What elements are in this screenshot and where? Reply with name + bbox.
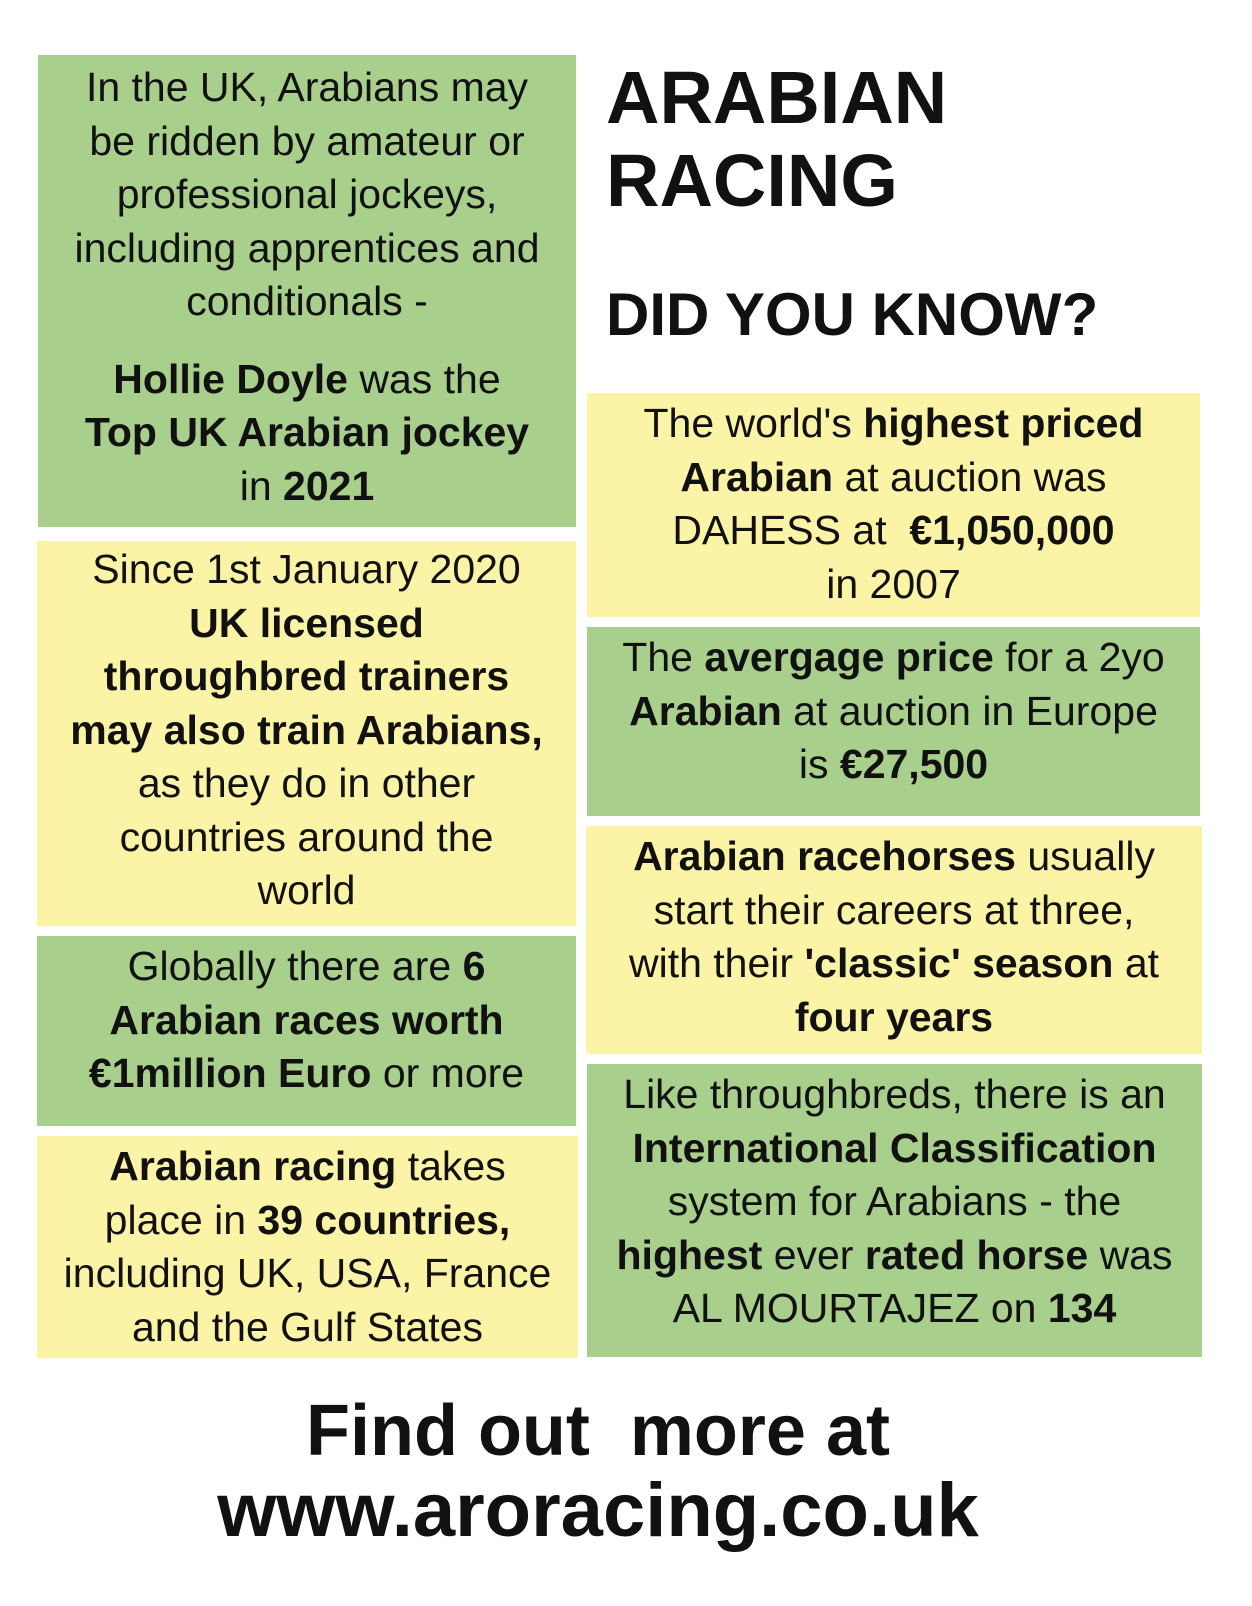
fact-card-average-price: [587, 627, 1200, 816]
fact-line: [629, 884, 1159, 938]
fact-text-bold: throughbred trainers: [103, 653, 510, 699]
fact-text: including UK, USA, France: [63, 1250, 552, 1296]
fact-line: [629, 937, 1159, 991]
fact-text: professional jockeys,: [116, 171, 498, 217]
fact-line: [617, 1122, 1173, 1176]
fact-line: [89, 994, 524, 1048]
fact-text: be ridden by amateur or: [89, 117, 525, 164]
fact-text: including apprentices and: [74, 224, 540, 271]
fact-line: [85, 406, 529, 460]
fact-line: [644, 504, 1144, 558]
fact-line: [89, 940, 524, 994]
fact-line: [70, 543, 542, 597]
fact-line: [89, 1047, 524, 1101]
fact-card-uk-jockeys: [38, 55, 576, 527]
fact-line: [617, 1229, 1173, 1283]
fact-text-bold: Arabian racehorses: [633, 833, 1016, 879]
fact-text-bold: highest priced: [863, 400, 1144, 446]
fact-line: [75, 222, 540, 276]
fact-line: [70, 597, 542, 651]
fact-text: at: [1113, 940, 1160, 986]
fact-text: as they do in other: [137, 760, 476, 806]
fact-text: world: [257, 867, 356, 913]
fact-text: was: [1088, 1231, 1173, 1278]
fact-line: [644, 558, 1144, 612]
fact-line: [617, 1068, 1173, 1122]
fact-paragraph: [70, 543, 542, 918]
fact-line: [64, 1301, 552, 1355]
fact-line: [75, 115, 540, 169]
footer-call-to-action: Find out more at: [306, 1391, 890, 1471]
fact-line: [85, 460, 529, 514]
fact-text: place in: [104, 1196, 258, 1243]
fact-text: Like throughbreds, there is an: [623, 1071, 1166, 1117]
fact-line: [75, 168, 540, 222]
fact-text: system for Arabians - the: [667, 1178, 1122, 1224]
fact-text-bold: 39 countries,: [257, 1196, 511, 1243]
fact-text: at auction in Europe: [781, 687, 1158, 734]
fact-text-bold: Arabian racing: [109, 1143, 397, 1189]
fact-paragraph: [64, 1140, 552, 1354]
fact-line: [70, 811, 542, 865]
fact-line: [64, 1194, 552, 1248]
fact-text: or more: [371, 1050, 525, 1096]
fact-card-career-start: [586, 826, 1202, 1054]
fact-card-highest-price: [587, 393, 1200, 617]
fact-paragraph: [89, 940, 524, 1101]
fact-line: [75, 61, 540, 115]
fact-line: [629, 830, 1159, 884]
fact-text: in: [239, 462, 284, 509]
fact-text-bold: 'classic' season: [804, 940, 1114, 986]
fact-text-bold: Top UK Arabian jockey: [84, 409, 530, 455]
fact-text-bold: €1million Euro: [88, 1050, 372, 1096]
fact-text: AL MOURTAJEZ on: [672, 1285, 1048, 1331]
fact-text-bold: rated horse: [864, 1231, 1089, 1278]
fact-line: [70, 757, 542, 811]
fact-text: Since 1st January 2020: [92, 546, 521, 592]
fact-text-bold: Arabian races worth: [109, 996, 504, 1043]
fact-card-racing-countries: [37, 1136, 578, 1358]
fact-text-bold: avergage price: [704, 634, 994, 680]
fact-text-bold: Hollie Doyle: [113, 355, 348, 402]
fact-text: in 2007: [826, 560, 961, 607]
fact-line: [622, 738, 1164, 792]
fact-text: Globally there are: [127, 943, 463, 989]
fact-text-bold: International Classification: [632, 1124, 1157, 1171]
fact-text: The world's: [643, 400, 864, 446]
fact-text: with their: [628, 940, 805, 986]
fact-card-million-euro-races: [37, 936, 576, 1126]
fact-text-bold: Arabian: [680, 453, 834, 500]
fact-card-classification: [587, 1064, 1202, 1357]
fact-paragraph: [644, 397, 1144, 611]
fact-text-bold: 2021: [283, 462, 375, 509]
fact-paragraph: [75, 61, 540, 329]
fact-line: [622, 685, 1164, 739]
fact-text: is: [798, 741, 840, 787]
fact-line: [70, 864, 542, 918]
fact-text: In the UK, Arabians may: [85, 64, 529, 110]
fact-paragraph: [617, 1068, 1173, 1336]
fact-text-bold: may also train Arabians,: [70, 706, 543, 753]
fact-line: [70, 650, 542, 704]
fact-line: [64, 1247, 552, 1301]
fact-line: [629, 991, 1159, 1045]
fact-text: conditionals -: [186, 278, 428, 324]
fact-text: start their careers at three,: [653, 886, 1135, 933]
fact-card-licensed-trainers: [37, 541, 576, 926]
fact-line: [75, 275, 540, 329]
fact-paragraph: [629, 830, 1159, 1044]
fact-text: was the: [347, 355, 501, 402]
fact-text: and the Gulf States: [131, 1303, 483, 1350]
fact-text: ever: [762, 1231, 865, 1278]
fact-text: takes: [396, 1143, 506, 1189]
footer-website-link[interactable]: www.aroracing.co.uk: [217, 1468, 979, 1553]
fact-text-bold: four years: [794, 993, 994, 1040]
fact-text-bold: Arabian: [629, 687, 782, 734]
page-title-line-1: ARABIAN: [606, 56, 948, 139]
fact-text: The: [622, 634, 705, 680]
fact-text-bold: €27,500: [839, 741, 989, 787]
fact-text-bold: €1,050,000: [909, 507, 1115, 553]
fact-text: countries around the: [119, 813, 494, 860]
fact-text-bold: 6: [462, 943, 486, 989]
fact-line: [85, 353, 529, 407]
fact-line: [617, 1282, 1173, 1336]
fact-line: [644, 451, 1144, 505]
fact-line: [622, 631, 1164, 685]
fact-paragraph: [622, 631, 1164, 792]
fact-text: DAHESS at: [672, 507, 910, 553]
page-subtitle: DID YOU KNOW?: [606, 281, 1099, 348]
fact-text-bold: highest: [616, 1231, 763, 1278]
fact-paragraph: [85, 353, 529, 514]
fact-line: [64, 1140, 552, 1194]
fact-line: [617, 1175, 1173, 1229]
fact-text: at auction was: [833, 453, 1107, 500]
page-title-line-2: RACING: [606, 139, 898, 222]
fact-text-bold: 134: [1047, 1285, 1117, 1331]
fact-text: for a 2yo: [993, 634, 1165, 680]
fact-text-bold: UK licensed: [189, 599, 424, 646]
page-title: [606, 56, 947, 222]
fact-text: usually: [1015, 833, 1155, 879]
fact-line: [644, 397, 1144, 451]
fact-line: [70, 704, 542, 758]
